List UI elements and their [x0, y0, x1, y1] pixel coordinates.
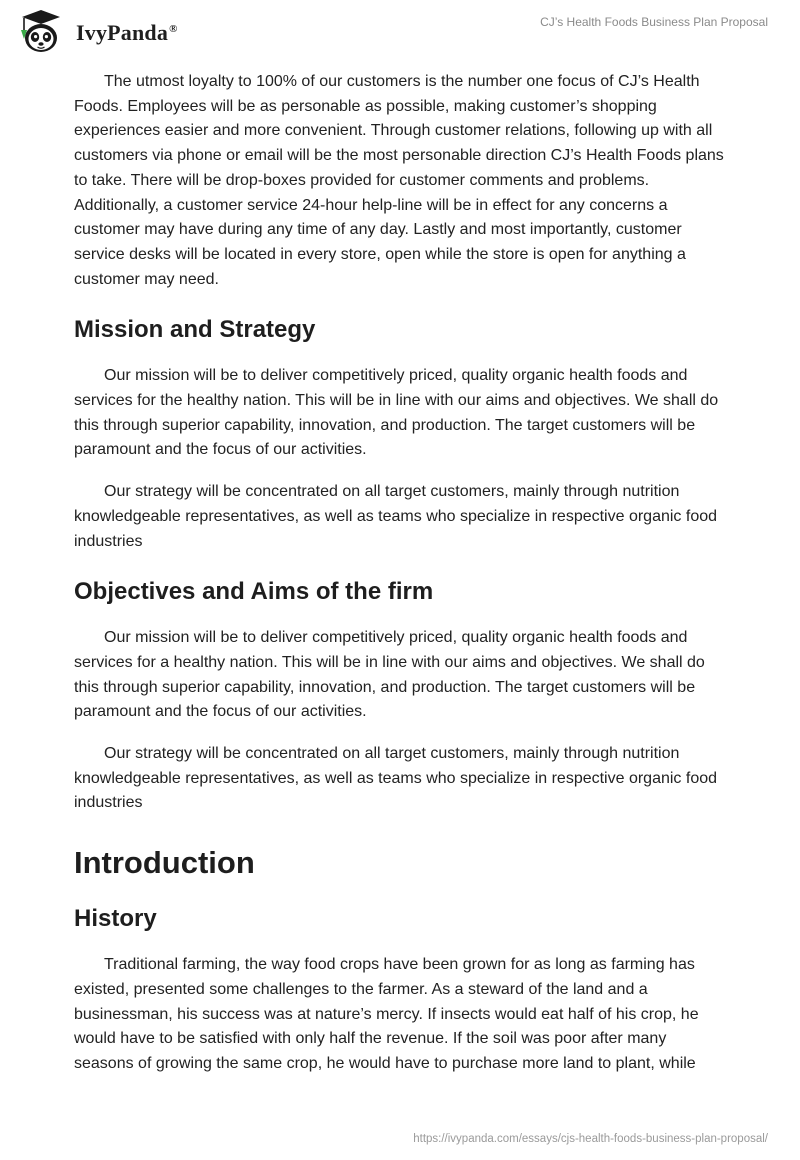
paragraph-objectives-mission: Our mission will be to deliver competitively priced, quality organic health foods and services for a healthy nation. This will be in line with our aims and objectives. We shall do this through superior capability, innovation, and production. The target customers will be paramount and the focus of our activities.: [74, 629, 705, 721]
registered-mark: ®: [169, 22, 178, 35]
paragraph-customer-loyalty: The utmost loyalty to 100% of our customers is the number one focus of CJ’s Health Foods. Employees will be as personable as possible, making customer’s shopping experiences easier and more convenient. Through customer relations, following up with all customers via phone or email will be the most personable direction CJ’s Health Foods plans to take. There will be drop-boxes provided for customer comments and problems. Additionally, a customer service 24-hour help-line will be in effect for any concerns a customer may have during any time of any day. Lastly and most importantly, customer service desks will be located in every store, open while the store is open for anything a customer may need.: [74, 73, 724, 288]
panda-graduate-icon: [14, 8, 72, 59]
page-header: [0, 0, 800, 66]
paragraph-objectives-strategy: Our strategy will be concentrated on all target customers, mainly through nutrition knowledgeable representatives, as well as teams who specialize in respective organic food industries: [74, 745, 718, 812]
heading-objectives-aims: Objectives and Aims of the firm: [74, 578, 434, 606]
heading-mission-strategy: Mission and Strategy: [74, 316, 316, 344]
essay-content: [74, 70, 730, 1094]
ivypanda-logo[interactable]: [14, 8, 214, 58]
paragraph-history: Traditional farming, the way food crops have been grown for as long as farming has existed, presented some challenges to the farmer. As a steward of the land and a businessman, his success was at nature’s mercy. If insects would eat half of his crop, he would have to be satisfied with only half the revenue. If the soil was poor after many seasons of growing the same crop, he would have to purchase more land to plant, while: [74, 956, 699, 1072]
source-url[interactable]: https://ivypanda.com/essays/cjs-health-foods-business-plan-proposal/: [413, 1133, 768, 1145]
heading-introduction: Introduction: [74, 845, 255, 881]
paragraph-mission: Our mission will be to deliver competitively priced, quality organic health foods and services for the healthy nation. This will be in line with our aims and objectives. We shall do this through superior capability, innovation, and production. The target customers will be paramount and the focus of our activities.: [74, 367, 719, 459]
paragraph-strategy: Our strategy will be concentrated on all target customers, mainly through nutrition knowledgeable representatives, as well as teams who specialize in respective organic food industries: [74, 483, 718, 550]
heading-history: History: [74, 905, 157, 933]
document-title: CJ’s Health Foods Business Plan Proposal: [540, 15, 768, 29]
brand-name: IvyPanda®: [76, 20, 178, 45]
